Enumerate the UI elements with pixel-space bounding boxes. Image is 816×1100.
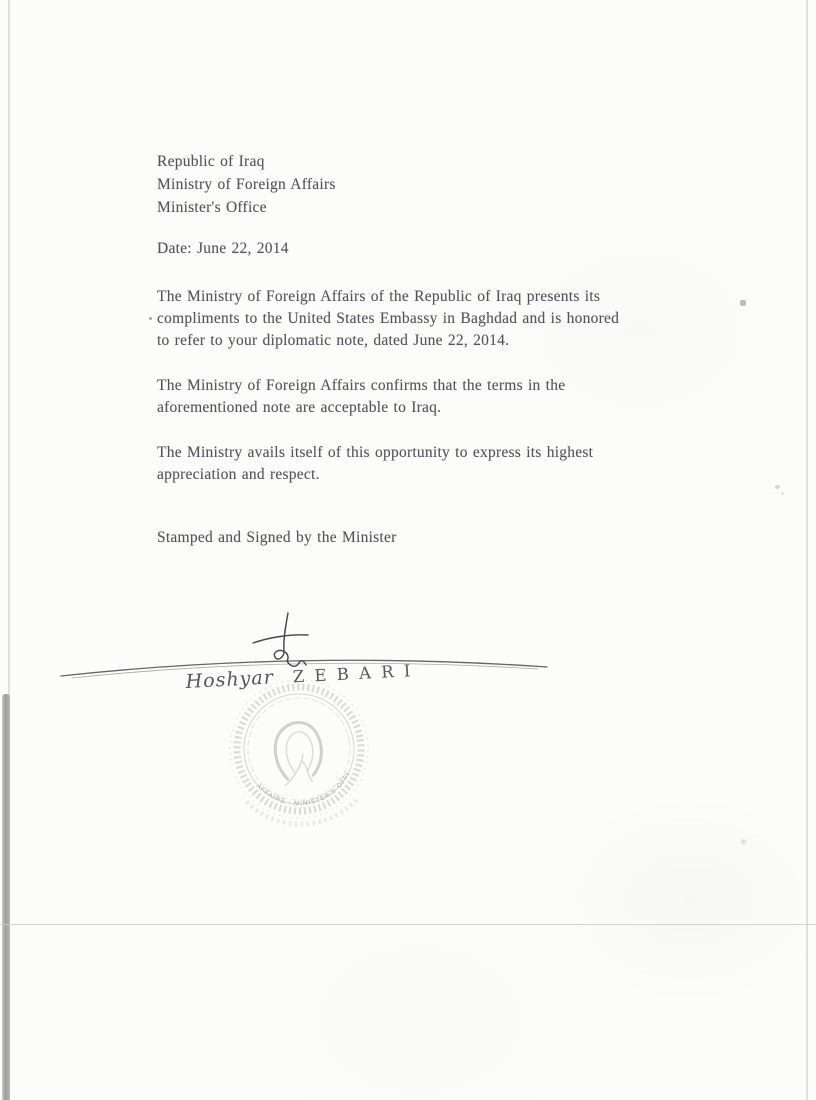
signature-first-name: Hoshyar bbox=[185, 666, 275, 693]
scan-speck bbox=[740, 300, 746, 306]
official-stamp bbox=[220, 670, 379, 834]
letterhead-ministry: Ministry of Foreign Affairs bbox=[157, 176, 336, 193]
stamp-center-scribble bbox=[281, 754, 312, 786]
letterhead-country: Republic of Iraq bbox=[157, 153, 265, 170]
stamp-arch-emblem bbox=[271, 719, 325, 780]
letterhead-office: Minister's Office bbox=[157, 199, 267, 216]
paper-fold-line bbox=[0, 924, 816, 925]
scan-speck bbox=[775, 485, 780, 489]
stamp-english-arc-text: AFFAIRS - MINISTER'S OFFICE bbox=[254, 743, 352, 808]
letterhead bbox=[157, 150, 336, 219]
body-line: appreciation and respect. bbox=[157, 466, 320, 483]
signature-and-stamp-area bbox=[0, 580, 816, 920]
scan-left-edge-shadow bbox=[2, 694, 10, 1100]
closing-line: Stamped and Signed by the Minister bbox=[157, 529, 397, 546]
stamp-arabic-chain-ring bbox=[228, 678, 370, 820]
date-line: Date: June 22, 2014 bbox=[157, 240, 289, 257]
scan-stray-dot bbox=[149, 317, 152, 320]
body-line: to refer to your diplomatic note, dated June 22, 2014. bbox=[157, 332, 510, 349]
body-line: The Ministry of Foreign Affairs confirms that the terms in the bbox=[157, 377, 566, 394]
body-line: aforementioned note are acceptable to Iraq. bbox=[157, 399, 442, 416]
body-paragraph bbox=[157, 442, 677, 486]
signature-last-name: Z E B A R I bbox=[292, 661, 414, 687]
scan-left-edge-line bbox=[8, 0, 10, 700]
body-paragraph bbox=[157, 286, 677, 352]
scan-speck bbox=[781, 492, 784, 495]
signature-flourish bbox=[253, 613, 308, 666]
scan-speck bbox=[740, 838, 747, 845]
body-line: compliments to the United States Embassy in Baghdad and is honored bbox=[157, 310, 620, 327]
body-paragraph bbox=[157, 375, 677, 419]
body-line: The Ministry avails itself of this opportunity to express its highest bbox=[157, 444, 594, 461]
body-line: The Ministry of Foreign Affairs of the Republic of Iraq presents its bbox=[157, 288, 601, 305]
scan-right-edge-line bbox=[806, 0, 808, 1100]
